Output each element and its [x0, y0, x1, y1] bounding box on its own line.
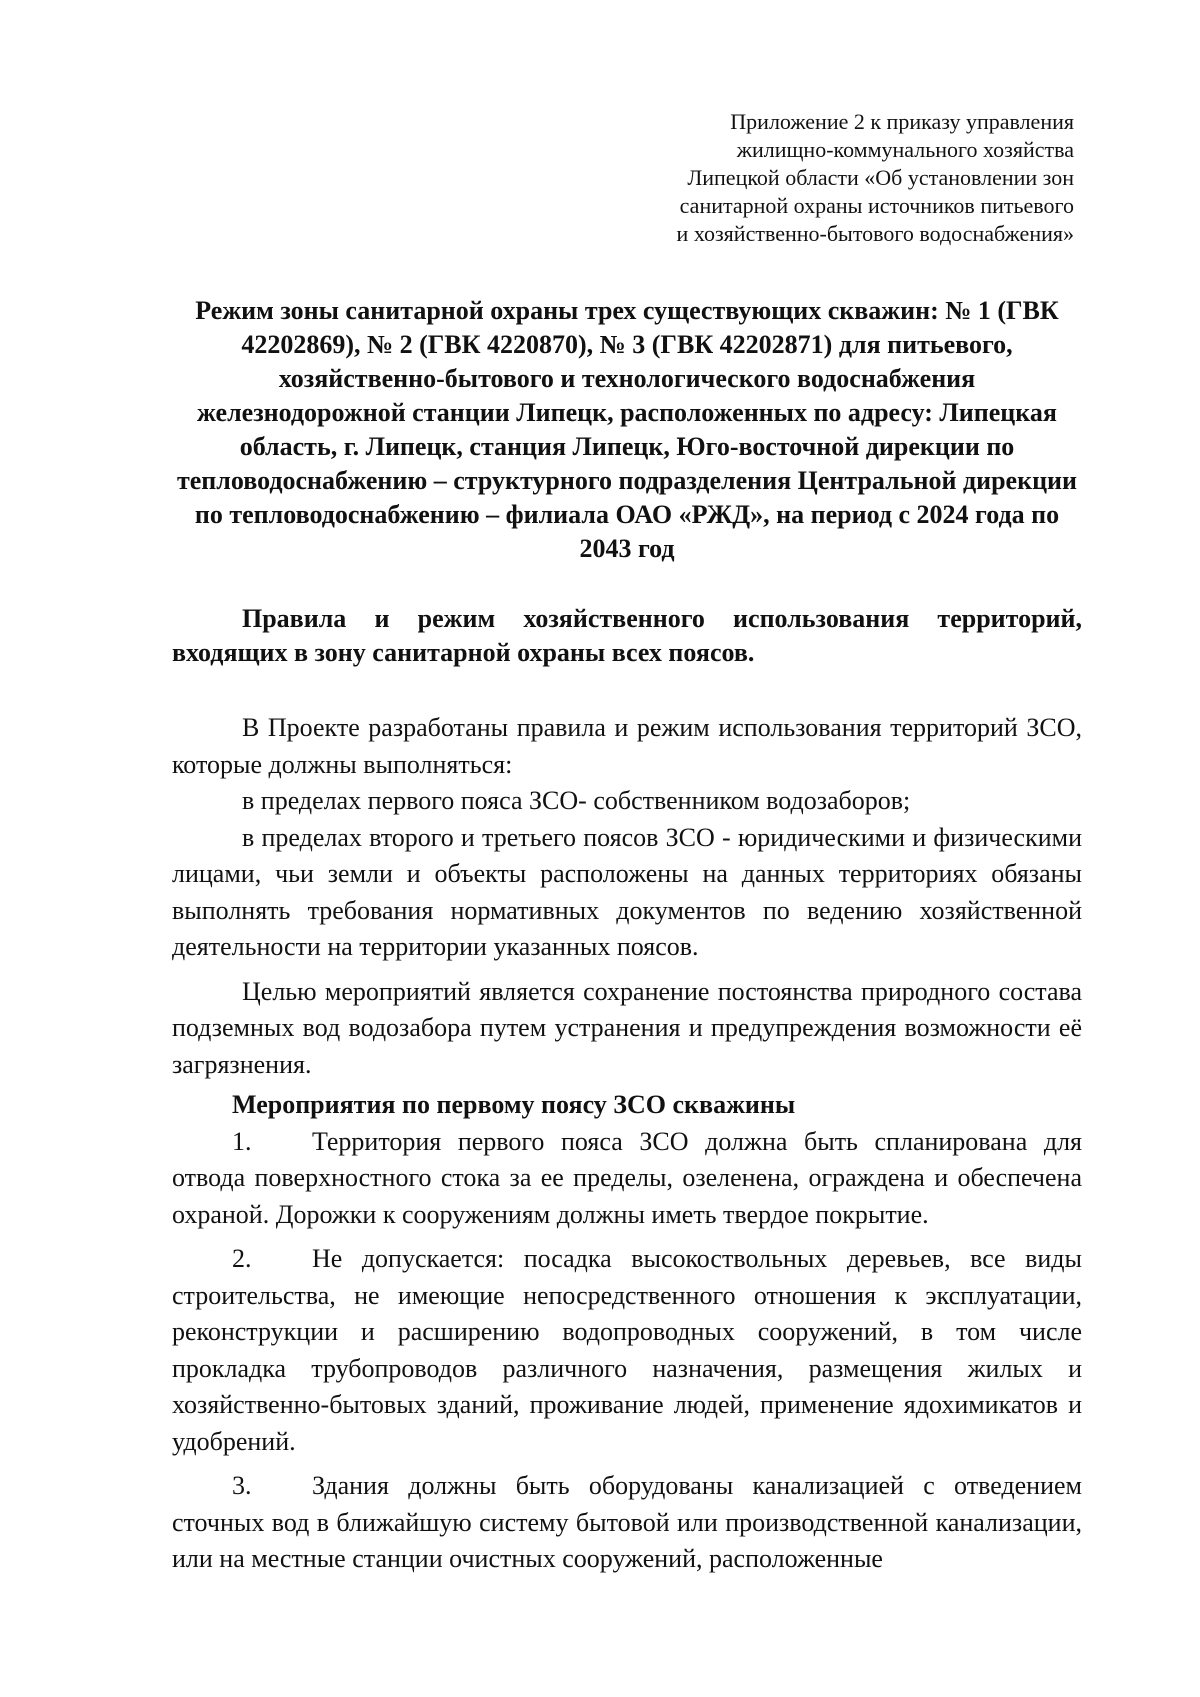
list-item — [172, 1241, 1082, 1460]
item-text: Территория первого пояса ЗСО должна быть спланирована для отвода поверхностного стока за ее пределы, озеленена, ограждена и обеспечена охраной. Дорожки к сооружениям должны иметь твердое покрытие. — [172, 1126, 1082, 1229]
appendix-note — [654, 108, 1074, 248]
paragraph-goal: Целью мероприятий является сохранение постоянства природного состава подземных вод водозабора путем устранения и предупреждения возможности её загрязнения. — [172, 976, 1082, 1079]
paragraph-intro: В Проекте разработаны правила и режим использования территорий ЗСО, которые должны выполняться: — [172, 713, 1082, 779]
item-number: 3. — [232, 1471, 252, 1500]
subheading-first-zone: Мероприятия по первому поясу ЗСО скважины — [232, 1090, 796, 1119]
item-number: 1. — [232, 1126, 252, 1156]
paragraph-first-zone: в пределах первого пояса ЗСО- собственником водозаборов; — [242, 786, 911, 815]
appendix-line: Липецкой области «Об установлении зон — [687, 165, 1074, 190]
list-item — [172, 1124, 1082, 1234]
appendix-line: жилищно-коммунального хозяйства — [736, 137, 1074, 162]
appendix-line: и хозяйственно-бытового водоснабжения» — [676, 221, 1074, 246]
appendix-line: санитарной охраны источников питьевого — [679, 193, 1074, 218]
item-number: 2. — [232, 1244, 252, 1273]
document-title: Режим зоны санитарной охраны трех существующих скважин: № 1 (ГВК 42202869), № 2 (ГВК 4220870), № 3 (ГВК 42202871) для питьевого, хозяйственно-бытового и технологического водоснабжения железнодорожной станции Липецк, расположенных по адресу: Липецкая область, г. Липецк, станция Липецк, Юго-восточной дирекции по тепловодоснабжению – структурного подразделения Центральной дирекции по тепловодоснабжению – филиала ОАО «РЖД», на период с 2024 года по 2043 год — [176, 296, 1078, 563]
appendix-line: Приложение 2 к приказу управления — [730, 109, 1074, 134]
section-title: Правила и режим хозяйственного использования территорий, входящих в зону санитарной охраны всех поясов. — [172, 604, 1082, 667]
document-body — [172, 710, 1082, 1578]
list-item — [172, 1468, 1082, 1578]
paragraph-second-third-zone: в пределах второго и третьего поясов ЗСО - юридическими и физическими лицами, чьи земли и объекты расположены на данных территориях обязаны выполнять требования нормативных документов по ведению хозяйственной деятельности на территории указанных поясов. — [172, 822, 1082, 961]
item-text: Не допускается: посадка высокоствольных деревьев, все виды строительства, не имеющие непосредственного отношения к эксплуатации, реконструкции и расширению водопроводных сооружений, в том числе прокладка трубопроводов различного назначения, размещения жилых и хозяйственно-бытовых зданий, проживание людей, применение ядохимикатов и удобрений. — [172, 1244, 1082, 1456]
item-text: Здания должны быть оборудованы канализацией с отведением сточных вод в ближайшую систему бытовой или производственной канализации, или на местные станции очистных сооружений, расположенные — [172, 1471, 1082, 1573]
